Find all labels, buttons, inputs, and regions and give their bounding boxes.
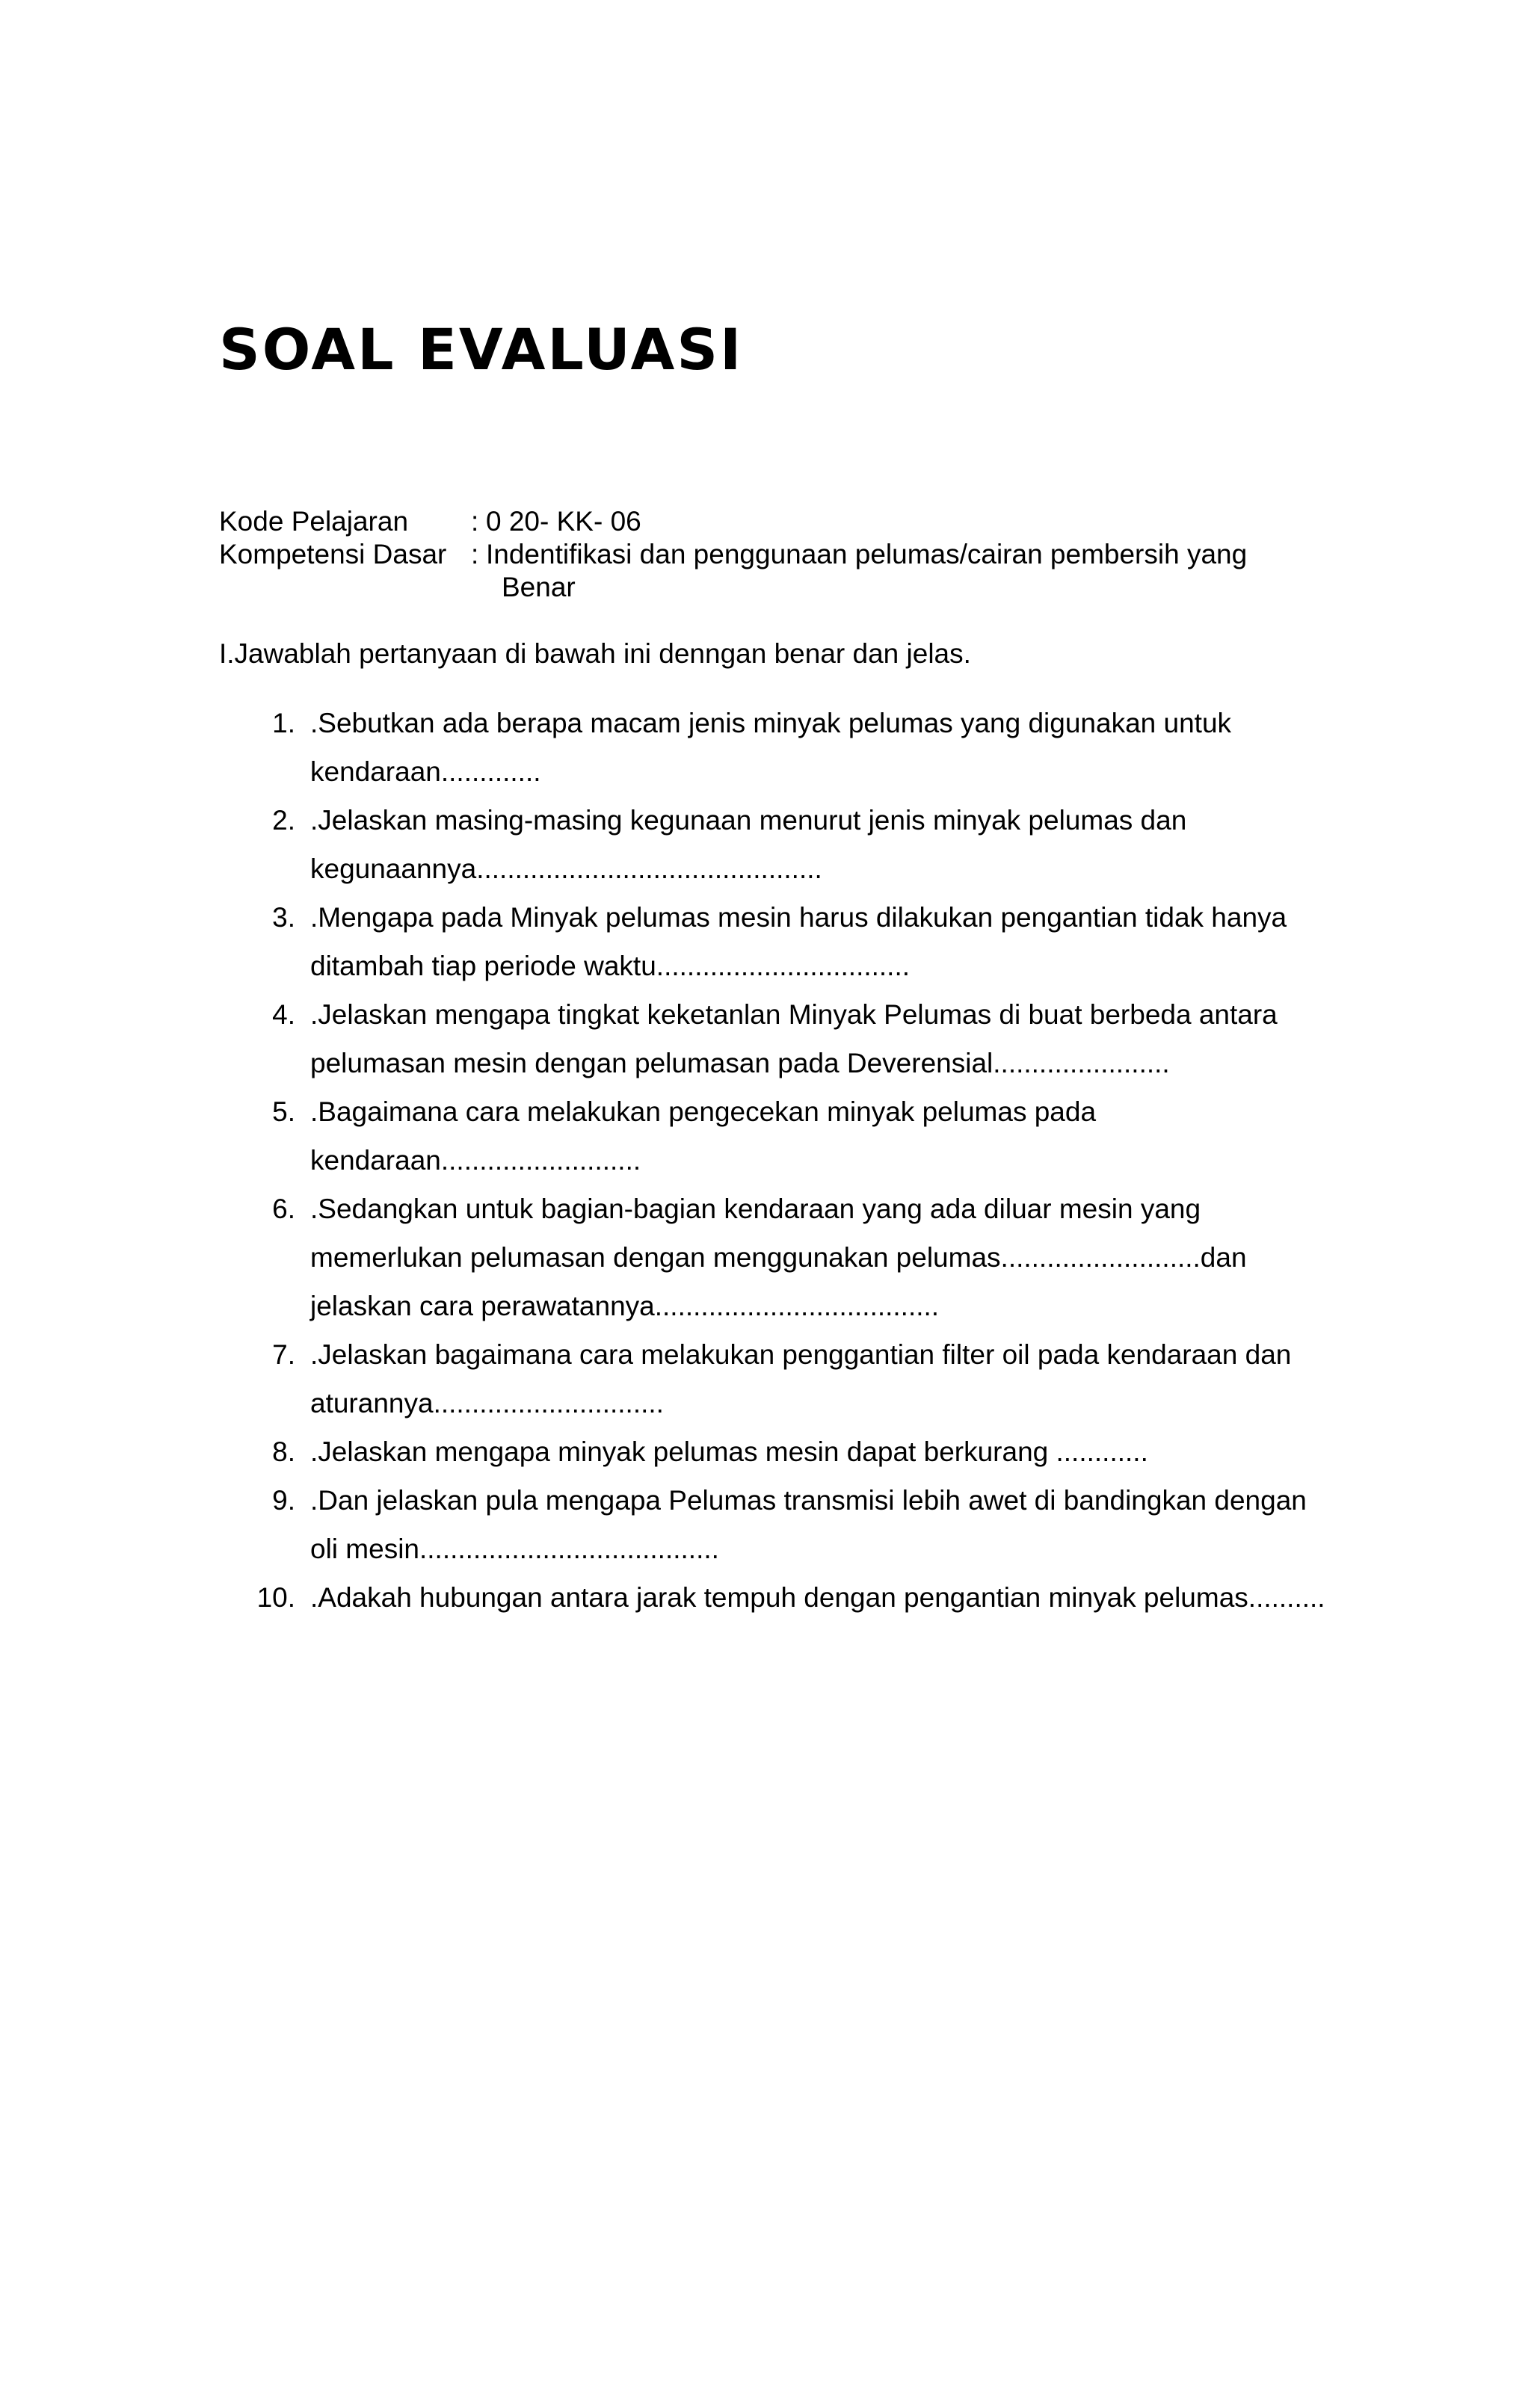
question-item xyxy=(219,893,1355,990)
kompetensi-label: Kompetensi Dasar xyxy=(219,539,447,569)
question-number: 7. xyxy=(272,1339,295,1370)
question-text-line: oli mesin....................................... xyxy=(310,1534,719,1564)
kode-value: 0 20- KK- 06 xyxy=(486,506,641,537)
question-text xyxy=(310,1573,1355,1622)
question-text-line: .Mengapa pada Minyak pelumas mesin harus dilakukan pengantian tidak hanya xyxy=(310,902,1287,933)
kompetensi-colon: : xyxy=(471,539,479,569)
kompetensi-value-line-2: Benar xyxy=(502,572,576,602)
question-number: 3. xyxy=(272,902,295,933)
kompetensi-value xyxy=(486,538,1278,604)
meta-row-kompetensi xyxy=(219,538,1278,604)
instruction-text: I.Jawablah pertanyaan di bawah ini denngan benar dan jelas. xyxy=(219,638,971,669)
question-text-line: kendaraan.......................... xyxy=(310,1145,641,1176)
question-text-line: kegunaannya............................................. xyxy=(310,853,822,884)
question-text xyxy=(310,1185,1355,1330)
question-item xyxy=(219,1185,1355,1330)
question-text-line: pelumasan mesin dengan pelumasan pada Deverensial....................... xyxy=(310,1048,1170,1078)
question-item xyxy=(219,1573,1355,1622)
question-text xyxy=(310,1087,1355,1185)
question-number: 6. xyxy=(272,1194,295,1224)
page-title: SOAL EVALUASI xyxy=(219,316,744,383)
kode-label: Kode Pelajaran xyxy=(219,506,409,537)
question-text-line: aturannya.............................. xyxy=(310,1388,664,1418)
question-text-line: jelaskan cara perawatannya..................................... xyxy=(310,1291,940,1321)
question-text xyxy=(310,699,1355,796)
question-text-line: kendaraan............. xyxy=(310,756,541,787)
question-item xyxy=(219,1476,1355,1573)
question-text xyxy=(310,796,1355,893)
question-text-line: .Jelaskan bagaimana cara melakukan penggantian filter oil pada kendaraan dan xyxy=(310,1339,1292,1370)
question-text-line: .Adakah hubungan antara jarak tempuh dengan pengantian minyak pelumas.......... xyxy=(310,1582,1325,1613)
question-item xyxy=(219,1087,1355,1185)
question-text-line: .Sebutkan ada berapa macam jenis minyak pelumas yang digunakan untuk xyxy=(310,708,1232,738)
question-text-line: ditambah tiap periode waktu................................. xyxy=(310,951,911,981)
kompetensi-value-line-1: Indentifikasi dan penggunaan pelumas/cairan pembersih yang xyxy=(486,539,1248,569)
question-text-line: .Bagaimana cara melakukan pengecekan minyak pelumas pada xyxy=(310,1096,1097,1127)
question-number: 1. xyxy=(272,708,295,738)
question-text xyxy=(310,1476,1355,1573)
question-text-line: .Jelaskan masing-masing kegunaan menurut jenis minyak pelumas dan xyxy=(310,805,1187,836)
question-text xyxy=(310,893,1355,990)
question-number: 10. xyxy=(256,1582,295,1613)
question-number: 5. xyxy=(272,1096,295,1127)
question-item xyxy=(219,699,1355,796)
question-text-line: .Jelaskan mengapa tingkat keketanlan Minyak Pelumas di buat berbeda antara xyxy=(310,999,1278,1030)
question-text xyxy=(310,1330,1355,1427)
question-text-line: .Sedangkan untuk bagian-bagian kendaraan yang ada diluar mesin yang xyxy=(310,1194,1201,1224)
question-number: 9. xyxy=(272,1485,295,1516)
question-text-line: memerlukan pelumasan dengan menggunakan pelumas..........................dan xyxy=(310,1242,1247,1273)
meta-block xyxy=(219,505,1278,604)
question-item xyxy=(219,1427,1355,1476)
question-number: 2. xyxy=(272,805,295,836)
question-number: 4. xyxy=(272,999,295,1030)
question-item xyxy=(219,1330,1355,1427)
question-text xyxy=(310,1427,1355,1476)
meta-row-kode xyxy=(219,505,1278,538)
question-item xyxy=(219,796,1355,893)
question-number: 8. xyxy=(272,1436,295,1467)
question-text-line: .Dan jelaskan pula mengapa Pelumas transmisi lebih awet di bandingkan dengan xyxy=(310,1485,1307,1516)
question-list xyxy=(219,699,1355,1622)
kode-colon: : xyxy=(471,506,479,537)
question-item xyxy=(219,990,1355,1087)
question-text-line: .Jelaskan mengapa minyak pelumas mesin dapat berkurang ............ xyxy=(310,1436,1148,1467)
question-text xyxy=(310,990,1355,1087)
